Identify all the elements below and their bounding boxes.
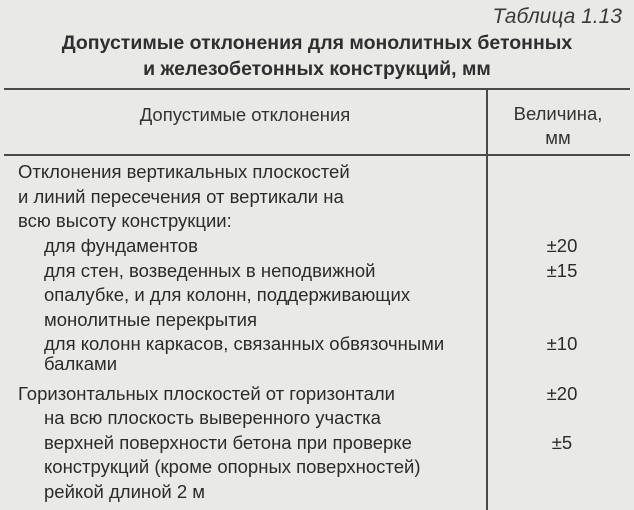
- row-text-line: опалубке, и для колонн, поддерживающих: [44, 284, 411, 306]
- table-number: Таблица 1.13: [492, 5, 622, 28]
- deviations-table: [4, 88, 630, 510]
- row-value: ±15: [546, 259, 578, 281]
- row-text-line: для стен, возведенных в неподвижной: [44, 259, 376, 281]
- row-text-line: и линий пересечения от вертикали на: [18, 185, 344, 207]
- row-value: ±5: [551, 431, 573, 453]
- row-text-line: рейкой длиной 2 м: [44, 480, 206, 502]
- row-text-line: всю высоту конструкции:: [18, 210, 232, 232]
- row-value: ±10: [546, 333, 578, 355]
- row-value: ±20: [546, 382, 578, 404]
- header-deviations: Допустимые отклонения: [139, 104, 351, 125]
- row-value: ±20: [546, 235, 578, 256]
- row-text-line: на всю плоскость выверенного участка: [44, 407, 381, 429]
- row-text-line: для фундаментов: [44, 235, 198, 256]
- header-separator: [4, 154, 630, 156]
- row-text-line: конструкций (кроме опорных поверхностей): [44, 456, 421, 478]
- caption-line-2: и железобетонных конструкций, мм: [143, 58, 491, 80]
- header-value: [486, 102, 630, 150]
- table-caption: [0, 30, 634, 82]
- header-value-line-1: Величина,: [513, 103, 603, 124]
- row-text-line: Горизонтальных плоскостей от горизонтали: [18, 382, 396, 404]
- row-text-line: балками: [44, 353, 118, 375]
- row-text-line: верхней поверхности бетона при проверке: [44, 431, 412, 453]
- row-text-line: Отклонения вертикальных плоскостей: [18, 161, 350, 182]
- row-text-line: для колонн каркасов, связанных обвязочными: [44, 333, 445, 355]
- row-text-line: монолитные перекрытия: [44, 308, 258, 330]
- header-value-line-2: мм: [545, 127, 571, 148]
- caption-line-1: Допустимые отклонения для монолитных бетонных: [61, 32, 573, 54]
